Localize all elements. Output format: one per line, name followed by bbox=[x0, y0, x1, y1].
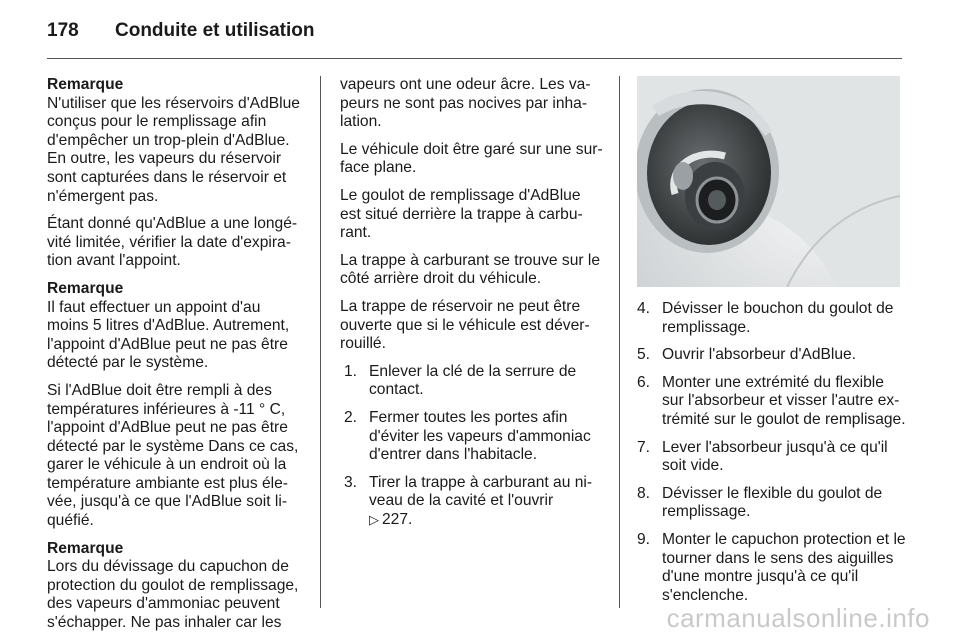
step-text: Fermer toutes les portes afin d'éviter les vapeurs d'ammoniac d'entrer dans l'habitacle. bbox=[369, 408, 591, 464]
step-text: Dévisser le flexible du goulot de remplissage. bbox=[662, 484, 883, 521]
step-number: 3. bbox=[344, 473, 358, 491]
note-heading: Remarque bbox=[47, 279, 124, 297]
note-text: N'utiliser que les réservoirs d'AdBlue conçus pour le remplissage afin d'empêcher un trop-plein d'AdBlue. En outre, les vapeurs du réservoir sont capturées dans le réservoir et n'émergent pas. bbox=[47, 94, 300, 205]
note-box bbox=[47, 280, 305, 373]
filler-neck-illustration bbox=[637, 76, 900, 287]
note-text: Lors du dévissage du capuchon de protection du goulot de remplissage, des vapeurs d'ammoniac peuvent s'échapper. Ne pas inhaler car les bbox=[47, 558, 299, 632]
step-number: 9. bbox=[637, 530, 651, 548]
list-item bbox=[344, 474, 605, 530]
paragraph: La trappe à carburant se trouve sur le côté arrière droit du véhicule. bbox=[340, 251, 601, 288]
step-list bbox=[637, 300, 907, 605]
step-text: Monter le capuchon protection et le tourner dans le sens des aiguilles d'une montre jusqu'à ce qu'il s'enclenche. bbox=[662, 530, 906, 604]
note-box bbox=[47, 540, 305, 633]
list-item bbox=[637, 531, 907, 605]
column-divider-2 bbox=[619, 76, 620, 608]
list-item bbox=[637, 300, 907, 337]
watermark: carmanualsonline.info bbox=[666, 603, 930, 633]
note-heading: Remarque bbox=[47, 539, 124, 557]
header-divider bbox=[47, 58, 902, 59]
step-text: Enlever la clé de la serrure de contact. bbox=[369, 362, 577, 399]
fuel-filler-photo bbox=[637, 76, 900, 287]
step-text: Ouvrir l'absorbeur d'AdBlue. bbox=[662, 346, 857, 364]
list-item bbox=[637, 374, 907, 430]
paragraph: vapeurs ont une odeur âcre. Les vapeurs ne sont pas nocives par inhalation. bbox=[340, 76, 591, 131]
step-number: 4. bbox=[637, 300, 651, 317]
step-number: 7. bbox=[637, 438, 651, 456]
column-middle bbox=[340, 76, 605, 538]
step-text: Lever l'absorbeur jusqu'à ce qu'il soit vide. bbox=[662, 438, 888, 475]
column-left bbox=[47, 76, 305, 642]
step-number: 5. bbox=[637, 346, 651, 364]
step-number: 2. bbox=[344, 408, 358, 426]
note-box bbox=[47, 76, 305, 206]
note-heading: Remarque bbox=[47, 76, 124, 93]
reference-arrow-icon[interactable]: ▷ bbox=[369, 511, 379, 527]
step-text: Tirer la trappe à carburant au niveau de la cavité et l'ouvrir bbox=[369, 473, 593, 510]
step-number: 6. bbox=[637, 373, 651, 391]
list-item bbox=[637, 346, 907, 365]
step-list bbox=[344, 363, 605, 530]
step-text: Dévisser le bouchon du goulot de remplissage. bbox=[662, 300, 894, 336]
list-item bbox=[637, 439, 907, 476]
list-item bbox=[344, 409, 605, 465]
note-text: Il faut effectuer un appoint d'au moins 5 litres d'AdBlue. Autrement, l'appoint d'AdBlue peut ne pas être détecté par le système. bbox=[47, 298, 290, 372]
list-item bbox=[637, 485, 907, 522]
paragraph: La trappe de réservoir ne peut être ouverte que si le véhicule est déverrouillé. bbox=[340, 297, 590, 353]
step-text: Monter une extrémité du flexible sur l'absorbeur et visser l'autre extrémité sur le goulot de remplisage. bbox=[662, 373, 906, 428]
step-number: 1. bbox=[344, 362, 358, 380]
page-number: 178 bbox=[47, 20, 79, 41]
paragraph: Étant donné qu'AdBlue a une longévité limitée, vérifier la date d'expiration avant l'appoint. bbox=[47, 215, 298, 270]
column-divider-1 bbox=[320, 76, 321, 608]
step-number: 8. bbox=[637, 484, 651, 502]
list-item bbox=[344, 363, 605, 400]
page-reference-link[interactable]: 227. bbox=[382, 510, 413, 528]
page-title: Conduite et utilisation bbox=[115, 20, 315, 41]
paragraph: Le véhicule doit être garé sur une surface plane. bbox=[340, 140, 603, 177]
column-right bbox=[637, 300, 907, 614]
paragraph: Si l'AdBlue doit être rempli à des températures inférieures à -11 ° C, l'appoint d'AdBlue peut ne pas être détecté par le système Dans ce cas, garer le véhicule à un endroit où la température ambiante est plus élevée, jusqu'à ce que l'AdBlue soit liquéfié. bbox=[47, 381, 299, 530]
paragraph: Le goulot de remplissage d'AdBlue est situé derrière la trappe à carburant. bbox=[340, 186, 583, 242]
